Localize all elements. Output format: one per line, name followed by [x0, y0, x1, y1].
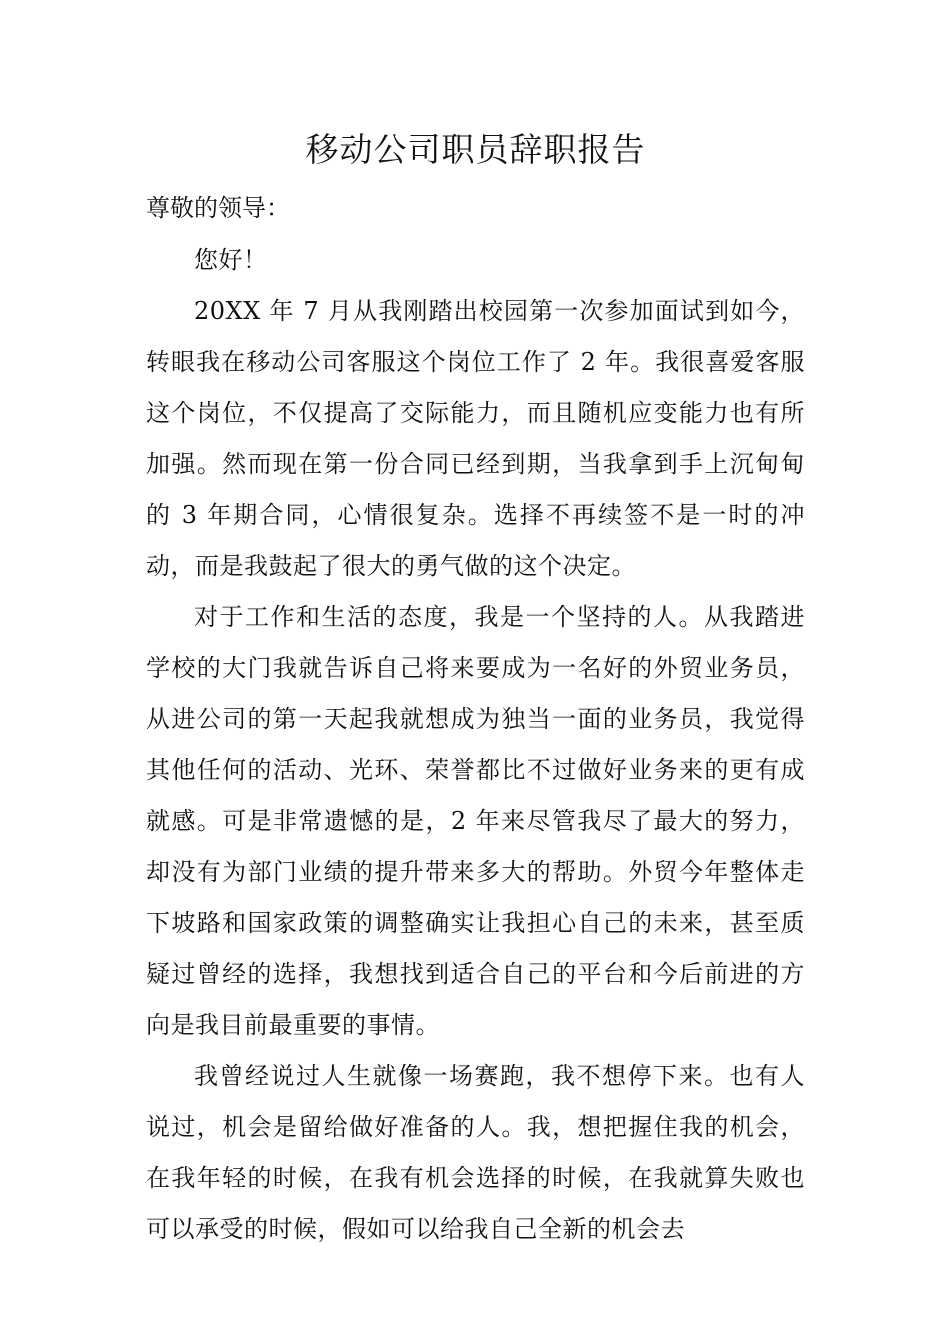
body-paragraph-2: 对于工作和生活的态度，我是一个坚持的人。从我踏进学校的大门我就告诉自己将来要成为一名好的外贸业务员，从进公司的第一天起我就想成为独当一面的业务员，我觉得其他任何的活动、光环、荣誉都比不过做好业务来的更有成就感。可是非常遗憾的是，2 年来尽管我尽了最大的努力，却没有为部门业绩的提升带来多大的帮助。外贸今年整体走下坡路和国家政策的调整确实让我担心自己的未来，甚至质疑过曾经的选择，我想找到适合自己的平台和今后前进的方向是我目前最重要的事情。 [146, 603, 805, 1039]
greeting: 您好！ [194, 246, 268, 274]
salutation: 尊敬的领导： [146, 194, 290, 222]
body-paragraph-1: 20XX 年 7 月从我刚踏出校园第一次参加面试到如今，转眼我在移动公司客服这个岗位工作了 2 年。我很喜爱客服这个岗位，不仅提高了交际能力，而且随机应变能力也有所加强。然而现在第一份合同已经到期，当我拿到手上沉甸甸的 3 年期合同，心情很复杂。选择不再续签不是一时的冲动，而是我鼓起了很大的勇气做的这个决定。 [146, 297, 805, 580]
document-title: 移动公司职员辞职报告 [305, 130, 646, 169]
body-paragraph-3: 我曾经说过人生就像一场赛跑，我不想停下来。也有人说过，机会是留给做好准备的人。我，想把握住我的机会，在我年轻的时候，在我有机会选择的时候，在我就算失败也可以承受的时候，假如可以给我自己全新的机会去 [146, 1062, 805, 1243]
